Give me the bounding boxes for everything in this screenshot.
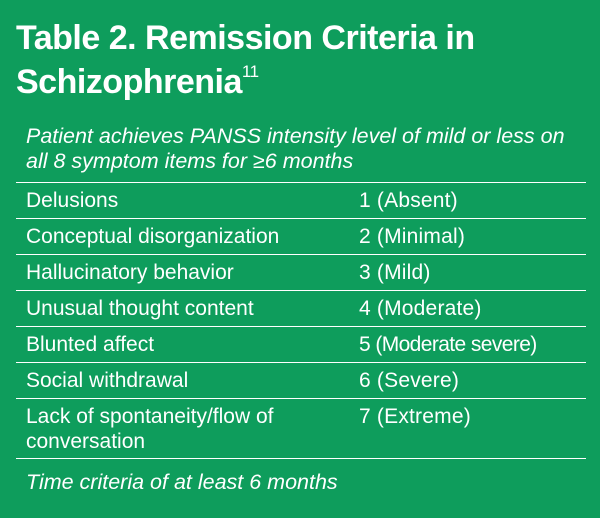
severity-level: 4 (Moderate) <box>359 297 482 320</box>
table-title <box>16 16 586 104</box>
symptom-item: Lack of spontaneity/flow of conversation <box>26 405 274 453</box>
symptom-item: Social withdrawal <box>26 369 189 392</box>
severity-level: 2 (Minimal) <box>359 225 466 248</box>
table-row <box>16 182 586 218</box>
severity-level: 5 (Moderate severe) <box>359 333 537 356</box>
severity-level: 6 (Severe) <box>359 369 460 392</box>
severity-level: 7 (Extreme) <box>359 405 471 428</box>
symptom-item: Blunted affect <box>26 333 155 356</box>
symptom-item: Delusions <box>26 189 119 212</box>
reference-superscript: 11 <box>241 62 259 81</box>
table-row <box>16 362 586 398</box>
criteria-intro: Patient achieves PANSS intensity level of mild or less on all 8 symptom items for ≥6 months <box>26 124 565 173</box>
criteria-table <box>16 182 586 459</box>
symptom-item: Conceptual disorganization <box>26 225 280 248</box>
table-row <box>16 326 586 362</box>
table-row <box>16 218 586 254</box>
severity-level: 3 (Mild) <box>359 261 431 284</box>
table-row <box>16 290 586 326</box>
table-row <box>16 398 586 459</box>
table-title-text: Table 2. Remission Criteria in Schizophrenia <box>16 19 475 101</box>
severity-level: 1 (Absent) <box>359 189 458 212</box>
time-criteria-note: Time criteria of at least 6 months <box>26 470 338 494</box>
symptom-item: Hallucinatory behavior <box>26 261 234 284</box>
symptom-item: Unusual thought content <box>26 297 254 320</box>
table-row <box>16 254 586 290</box>
